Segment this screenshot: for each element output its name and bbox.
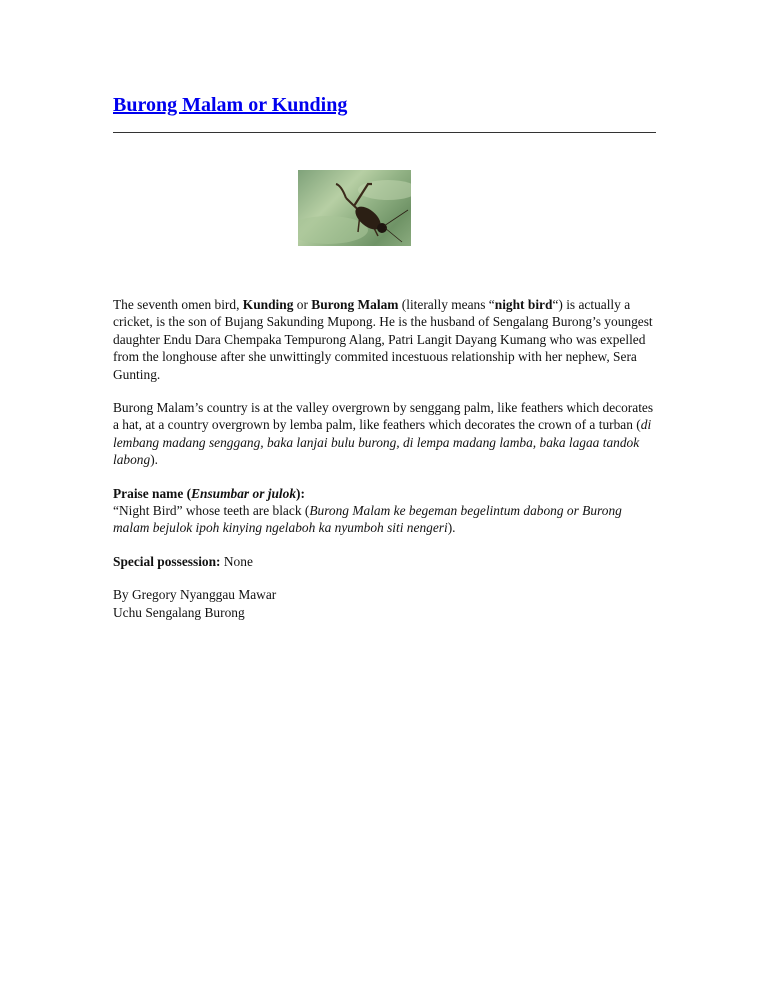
praise-italic: Burong Malam ke begeman begelintum dabong or Burong malam bejulok ipoh kinying ngelaboh ka nyumboh siti nengeri [113, 503, 622, 536]
country-italic: di lembang madang senggang, baka lanjai bulu burong, di lempa madang lamba, baka lagaa tandok labong [113, 417, 652, 468]
page-title[interactable]: Burong Malam or Kunding [113, 94, 348, 116]
special-possession [113, 553, 658, 570]
praise-name-text: “Night Bird” whose teeth are black (Burong Malam ke begeman begelintum dabong or Burong malam bejulok ipoh kinying ngelaboh ka nyumboh siti nengeri). [113, 503, 622, 536]
burong-malam-bold: Burong Malam [311, 297, 399, 312]
horizontal-rule [113, 132, 656, 133]
byline-title: Uchu Sengalang Burong [113, 604, 245, 620]
intro-paragraph: The seventh omen bird, Kunding or Burong Malam (literally means “night bird“) is actually a cricket, is the son of Bujang Sakunding Mupong. He is the husband of Sengalang Burong’s youngest daughter Endu Dara Chempaka Tempurong Alang, Patri Langit Dayang Kumang who was expelled from the longhouse after she unwittingly commited incestuous relationship with her nephew, Sera Gunting. [113, 297, 653, 382]
image-row [113, 170, 656, 246]
night-bird-bold: night bird [494, 297, 553, 312]
kunding-bold: Kunding [242, 297, 294, 312]
special-possession-label: Special possession: [113, 553, 221, 569]
cricket-photo [298, 170, 411, 246]
praise-name-label: Praise name (Ensumbar or julok): [113, 485, 305, 501]
cricket-icon [298, 170, 411, 246]
special-possession-value: None [220, 553, 253, 569]
document-page [113, 92, 658, 621]
country-paragraph: Burong Malam’s country is at the valley overgrown by senggang palm, like feathers which decorates a hat, at a country overgrown by lemba palm, like feathers which decorates the crown of a turban (di lembang madang senggang, baka lanjai bulu burong, di lempa madang lamba, baka lagaa tandok labong). [113, 400, 654, 468]
byline-author: By Gregory Nyanggau Mawar [113, 587, 277, 603]
